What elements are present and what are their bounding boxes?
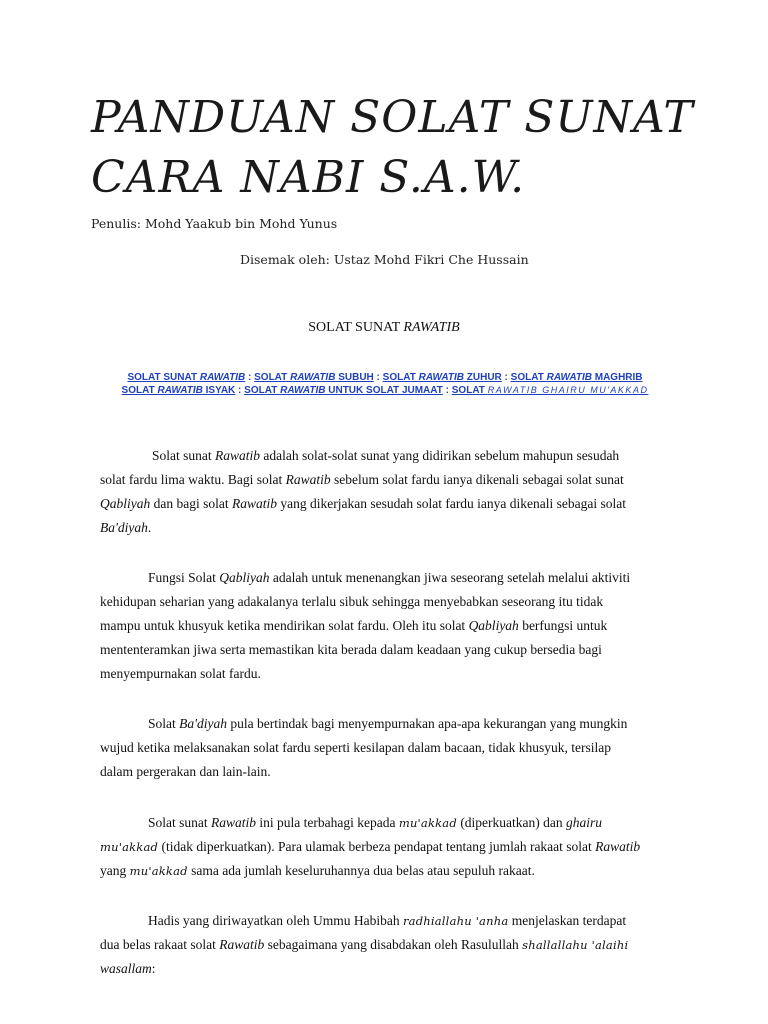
toc-link-ghairu-muakkad[interactable]: SOLAT RAWATIB GHAIRU MU'AKKAD	[451, 385, 649, 396]
author-line: Penulis: Mohd Yaakub bin Mohd Yunus	[91, 216, 338, 231]
toc-separator: :	[245, 372, 255, 383]
paragraph-1: Solat sunat Rawatib adalah solat-solat sunat yang didirikan sebelum mahupun sesudah solat fardu lima waktu. Bagi solat Rawatib sebelum solat fardu ianya dikenali sebagai solat sunat Qabliyah dan bagi solat Rawatib yang dikerjakan sesudah solat fardu ianya dikenali sebagai solat Ba'diyah.	[100, 448, 627, 535]
toc-link-isyak[interactable]: SOLAT RAWATIB ISYAK	[121, 385, 236, 396]
toc-link-subuh[interactable]: SOLAT RAWATIB SUBUH	[254, 372, 374, 383]
toc-separator: :	[235, 385, 245, 396]
toc-link-zuhur[interactable]: SOLAT RAWATIB ZUHUR	[382, 372, 502, 383]
reviewer-line: Disemak oleh: Ustaz Mohd Fikri Che Hussain	[240, 252, 529, 267]
toc-row-1	[100, 372, 670, 384]
paragraph-2: Fungsi Solat Qabliyah adalah untuk menenangkan jiwa seseorang setelah melalui aktiviti kehidupan seharian yang adakalanya terlalu sibuk sehingga menyebabkan seseorang itu tidak mampu untuk khusyuk ketika mendirikan solat fardu. Oleh itu solat Qabliyah berfungsi untuk mententeramkan jiwa serta memastikan kita berada dalam keadaan yang cukup bersedia bagi menyempurnakan solat fardu.	[100, 570, 631, 681]
table-of-contents	[100, 372, 670, 397]
document-title	[91, 88, 731, 208]
paragraph-5: Hadis yang diriwayatkan oleh Ummu Habibah radhiallahu 'anha menjelaskan terdapat dua belas rakaat solat Rawatib sebagaimana yang disabdakan oleh Rasulullah shallallahu 'alaihi wasallam:	[100, 913, 629, 976]
toc-separator: :	[501, 372, 511, 383]
toc-link-rawatib[interactable]: SOLAT SUNAT RAWATIB	[127, 372, 246, 383]
section-heading: SOLAT SUNAT RAWATIB	[308, 320, 460, 335]
toc-separator: :	[442, 385, 452, 396]
toc-link-jumaat[interactable]: SOLAT RAWATIB UNTUK SOLAT JUMAAT	[244, 385, 443, 396]
title-line-2: CARA NABI S.A.W.	[91, 152, 526, 203]
paragraph-3: Solat Ba'diyah pula bertindak bagi menyempurnakan apa-apa kekurangan yang mungkin wujud ketika melaksanakan solat fardu seperti kesilapan dalam bacaan, tidak khusyuk, tersilap dalam pergerakan dan lain-lain.	[100, 716, 628, 779]
title-line-1: PANDUAN SOLAT SUNAT	[91, 92, 694, 143]
toc-separator: :	[373, 372, 383, 383]
paragraph-4: Solat sunat Rawatib ini pula terbahagi kepada mu'akkad (diperkuatkan) dan ghairu mu'akkad (tidak diperkuatkan). Para ulamak berbeza pendapat tentang jumlah rakaat solat Rawatib yang mu'akkad sama ada jumlah keseluruhannya dua belas atau sepuluh rakaat.	[100, 815, 641, 878]
toc-link-maghrib[interactable]: SOLAT RAWATIB MAGHRIB	[510, 372, 643, 383]
toc-row-2	[100, 384, 670, 397]
